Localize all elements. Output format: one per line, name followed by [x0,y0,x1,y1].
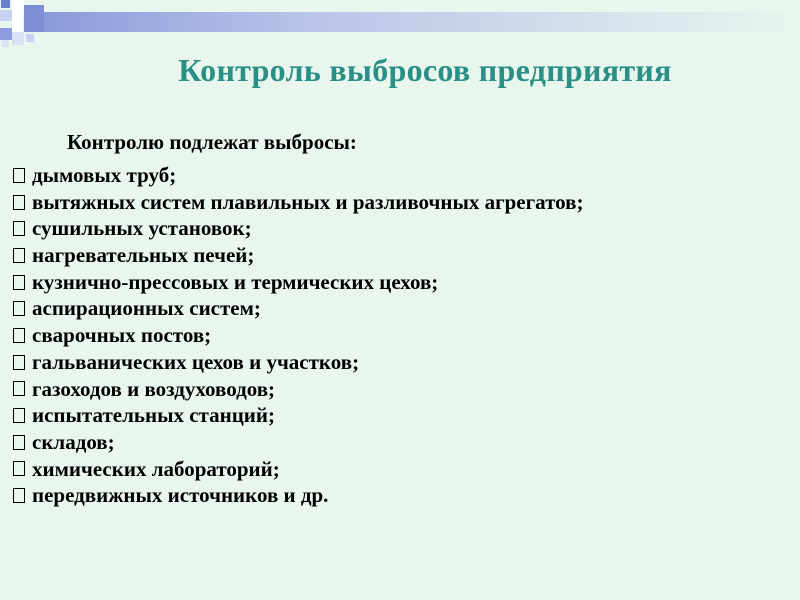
list-item-text: аспирационных систем; [32,296,261,321]
hollow-square-bullet-icon [13,221,25,236]
decorative-header-squares [0,0,800,60]
list-item-text: дымовых труб; [32,163,177,187]
list-item [13,402,583,429]
list-item [13,456,583,483]
list-item-text: вытяжных систем плавильных и разливочных агрегатов; [32,189,584,214]
list-item-text: передвижных источников и др. [32,483,329,508]
list-item [13,482,583,509]
list-item [13,215,583,242]
list-item-text: сушильных установок; [32,216,252,241]
hollow-square-bullet-icon [13,328,25,343]
hollow-square-bullet-icon [13,195,25,210]
hollow-square-bullet-icon [13,435,25,450]
hollow-square-bullet-icon [13,301,25,316]
list-item-text: газоходов и воздуховодов; [32,376,276,401]
list-intro: Контролю подлежат выбросы: [67,130,357,154]
list-item [13,242,583,269]
hollow-square-bullet-icon [13,381,25,396]
list-item [13,376,583,403]
list-item [13,429,583,456]
list-item [13,322,583,349]
emission-sources-list [13,162,583,509]
hollow-square-bullet-icon [13,248,25,263]
list-item [13,349,583,376]
hollow-square-bullet-icon [13,408,25,423]
list-item [13,295,583,322]
hollow-square-bullet-icon [13,275,25,290]
hollow-square-bullet-icon [13,168,25,183]
list-item-text: химических лабораторий; [32,456,280,481]
list-item [13,162,583,189]
list-item [13,189,583,216]
list-item-text: испытательных станций; [32,403,275,428]
list-item [13,269,583,296]
list-item-text: нагревательных печей; [32,243,255,268]
hollow-square-bullet-icon [13,355,25,370]
list-item-text: сварочных постов; [32,323,212,348]
hollow-square-bullet-icon [13,461,25,476]
list-item-text: складов; [32,429,115,454]
hollow-square-bullet-icon [13,488,25,503]
slide-title: Контроль выбросов предприятия [178,52,672,88]
list-item-text: кузнично-прессовых и термических цехов; [32,269,439,294]
list-item-text: гальванических цехов и участков; [32,349,360,374]
